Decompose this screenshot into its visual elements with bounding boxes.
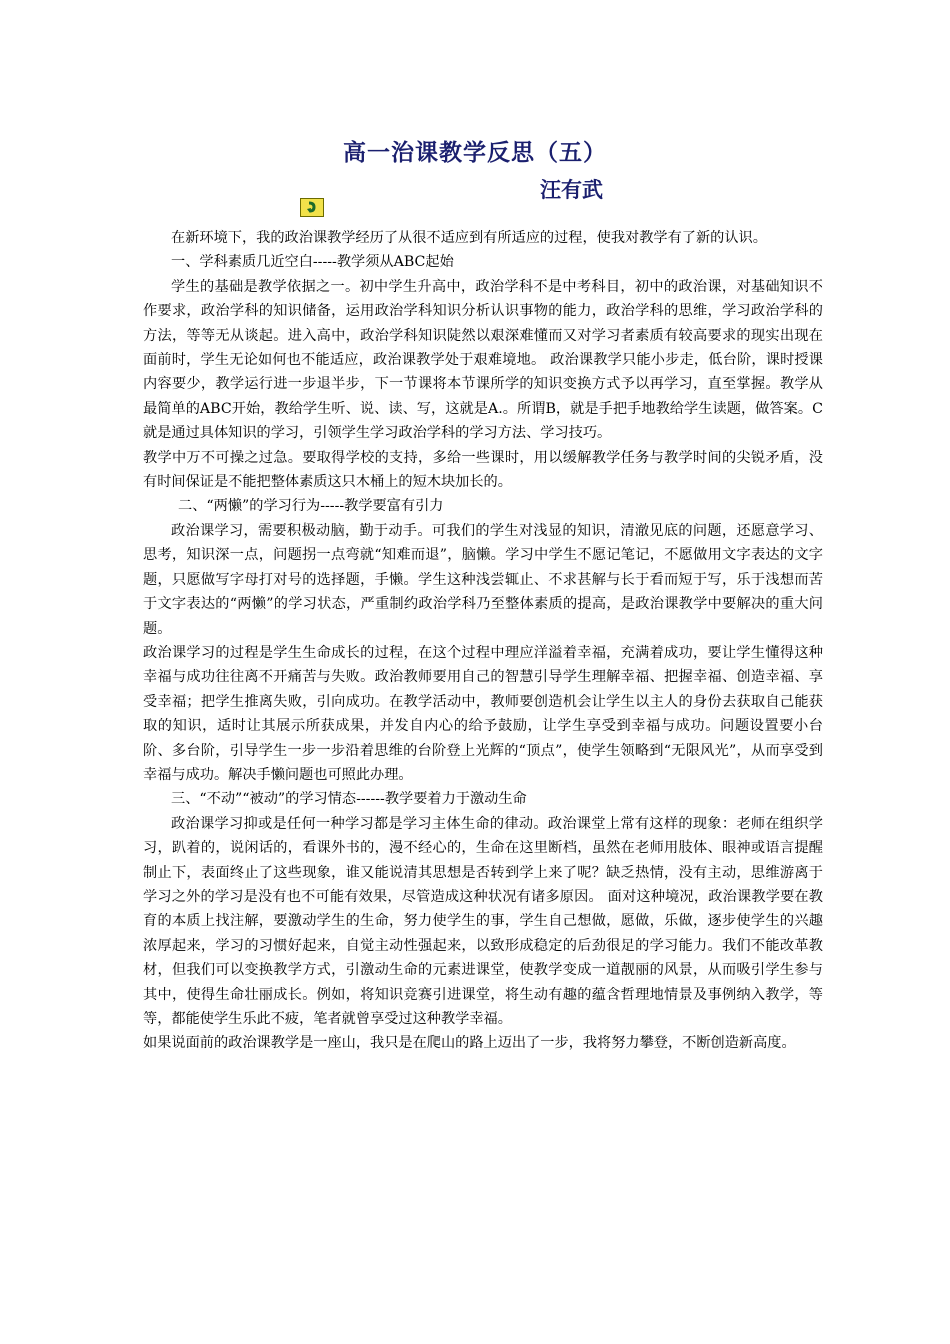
paragraph: 政治课学习，需要积极动脑，勤于动手。可我们的学生对浅显的知识，清澈见底的问题，还愿意学习、思考，知识深一点，问题拐一点弯就“知难而退”，脑懒。学习中学生不愿记笔记，不愿做用文字表达的文字题，只愿做写字母打对号的选择题，手懒。学生这种浅尝辄止、不求甚解与长于看而短于写，乐于浅想而苦于文字表达的“两懒”的学习状态，严重制约政治学科乃至整体素质的提高，是政治课教学中要解决的重大问题。 (143, 522, 823, 637)
paragraph-intro: 在新环境下，我的政治课教学经历了从很不适应到有所适应的过程，使我对教学有了新的认识。 (171, 230, 767, 246)
author-name: 汪有武 (540, 178, 603, 202)
section-heading-2: 二、“两懒”的学习行为-----教学要富有引力 (178, 498, 444, 515)
paragraph: 教学中万不可操之过急。要取得学校的支持，多给一些课时，用以缓解教学任务与教学时间的尖锐矛盾，没有时间保证是不能把整体素质这只木桶上的短木块加长的。 (143, 449, 823, 491)
document-link-icon[interactable] (300, 198, 324, 217)
document-body (143, 226, 823, 1056)
paragraph-conclusion: 如果说面前的政治课教学是一座山，我只是在爬山的路上迈出了一步，我将努力攀登，不断创造新高度。 (143, 1035, 796, 1052)
paragraph: 学生的基础是教学依据之一。初中学生升高中，政治学科不是中考科目，初中的政治课，对基础知识不作要求，政治学科的知识储备，运用政治学科知识分析认识事物的能力，政治学科的思维，学习政治学科的方法，等等无从谈起。进入高中，政治学科知识陡然以艰深难懂而又对学习者素质有较高要求的现实出现在面前时，学生无论如何也不能适应，政治课教学处于艰难境地。 政治课教学只能小步走，低台阶，课时授课内容要少，教学运行进一步退半步，下一节课将本节课所学的知识变换方式予以再学习，直至掌握。教学从最简单的ABC开始，教给学生听、说、读、写，这就是A.。所谓B，就是手把手地教给学生读题，做答案。C就是通过具体知识的学习，引领学生学习政治学科的学习方法、学习技巧。 (143, 278, 823, 442)
paragraph: 政治课学习抑或是任何一种学习都是学习主体生命的律动。政治课堂上常有这样的现象：老师在组织学习，趴着的，说闲话的，看课外书的，漫不经心的，生命在这里断档，虽然在老师用肢体、眼神或语言提醒制止下，表面终止了这些现象，谁又能说清其思想是否转到学上来了呢？缺乏热情，没有主动，思维游离于学习之外的学习是没有也不可能有效果，尽管造成这种状况有诸多原因。 面对这种境况，政治课教学要在教育的本质上找注解，要激动学生的生命，努力使学生的事，学生自己想做，愿做，乐做，逐步使学生的兴趣浓厚起来，学习的习惯好起来，自觉主动性强起来，以致形成稳定的后劲很足的学习能力。我们不能改革教材，但我们可以变换教学方式，引激动生命的元素进课堂，使教学变成一道靓丽的风景，从而吸引学生参与其中，使得生命壮丽成长。例如，将知识竞赛引进课堂，将生动有趣的蕴含哲理地情景及事例纳入教学，等等，都能使学生乐此不疲，笔者就曾享受过这种教学幸福。 (143, 815, 823, 1027)
document-title: 高一治课教学反思（五） (343, 140, 607, 166)
section-heading-1: 一、学科素质几近空白-----教学须从ABC起始 (171, 254, 454, 271)
section-heading-3: 三、“不动”“被动”的学习情态------教学要着力于激动生命 (171, 791, 527, 808)
paragraph: 政治课学习的过程是学生生命成长的过程，在这个过程中理应洋溢着幸福，充满着成功，要让学生懂得这种幸福与成功往往离不开痛苦与失败。政治教师要用自己的智慧引导学生理解幸福、把握幸福、创造幸福、享受幸福；把学生推离失败，引向成功。在教学活动中，教师要创造机会让学生以主人的身份去获取自己能获取的知识，适时让其展示所获成果，并发自内心的给予鼓励，让学生享受到幸福与成功。问题设置要小台阶、多台阶，引导学生一步一步沿着思维的台阶登上光辉的“顶点”，使学生领略到“无限风光”，从而享受到幸福与成功。解决手懒问题也可照此办理。 (143, 644, 823, 783)
